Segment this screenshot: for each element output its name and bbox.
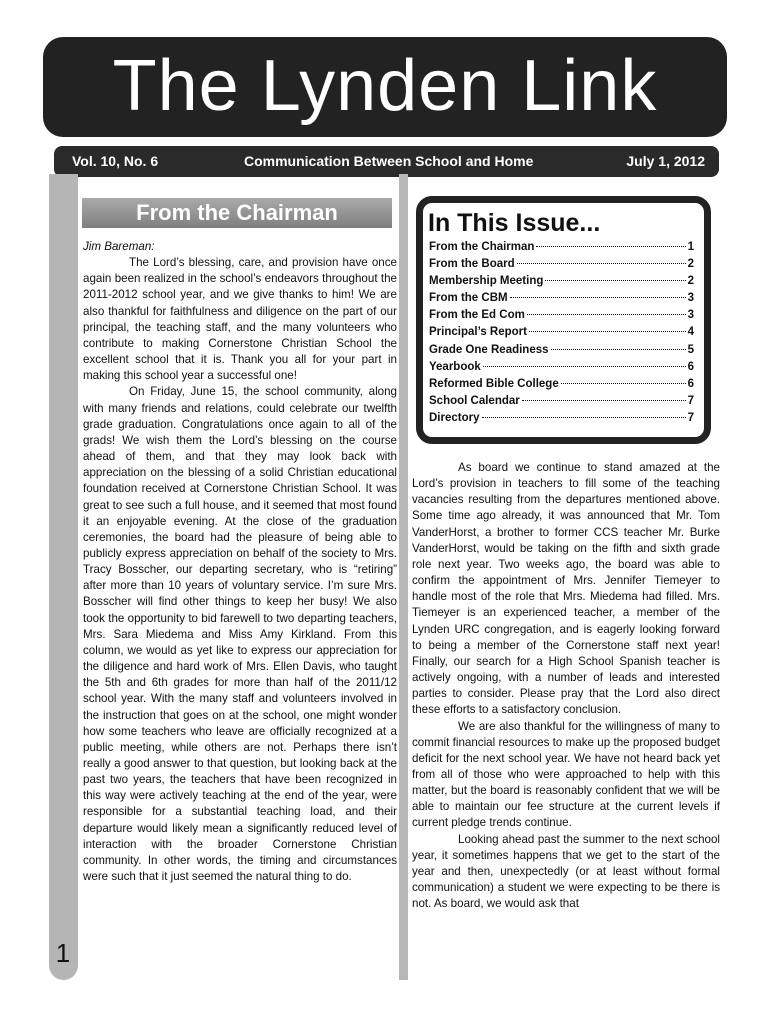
volume-number: Vol. 10, No. 6 <box>72 153 159 169</box>
toc-label: From the Board <box>429 258 515 271</box>
toc-item[interactable] <box>429 309 694 326</box>
toc-dots <box>551 349 686 350</box>
table-of-contents <box>429 241 694 429</box>
toc-page: 3 <box>687 292 694 305</box>
toc-item[interactable] <box>429 395 694 412</box>
toc-item[interactable] <box>429 275 694 292</box>
toc-dots <box>517 263 686 264</box>
article-paragraph: We are also thankful for the willingness of many to commit financial resources to make up the proposed budget deficit for the next school year. We have not heard back yet from all of those who were approached to help with this matter, but the board is reasonably confident that we will be able to maintain our fee structure at the current levels if current pledge trends continue. <box>412 719 720 830</box>
toc-item[interactable] <box>429 326 694 343</box>
toc-dots <box>510 297 686 298</box>
toc-label: Grade One Readiness <box>429 343 549 356</box>
article-paragraph: The Lord’s blessing, care, and provision have once again been realized in the school’s endeavors throughout the 2011-2012 school year, and we give thanks to him! We are also thankful for faithfulness and diligence on the part of our principal, the teaching staff, and the many volunteers who contribute to making Cornerstone Christian School the excellent school that it is. Thank you all for your part in making this school year a successful one! <box>83 256 397 383</box>
toc-item[interactable] <box>429 344 694 361</box>
issue-date: July 1, 2012 <box>626 153 705 169</box>
column-divider <box>399 174 408 980</box>
toc-label: School Calendar <box>429 394 520 407</box>
toc-dots <box>536 246 685 247</box>
toc-dots <box>482 417 686 418</box>
in-this-issue-heading: In This Issue... <box>428 209 601 237</box>
toc-item[interactable] <box>429 412 694 429</box>
info-bar <box>54 146 719 177</box>
article-left-column <box>83 239 397 885</box>
toc-item[interactable] <box>429 292 694 309</box>
toc-label: Directory <box>429 411 480 424</box>
toc-label: From the CBM <box>429 292 508 305</box>
toc-item[interactable] <box>429 258 694 275</box>
toc-dots <box>522 400 686 401</box>
toc-page: 6 <box>687 360 694 373</box>
toc-page: 7 <box>687 411 694 424</box>
article-paragraph: Looking ahead past the summer to the next school year, it sometimes happens that we get to the start of the year and then, unexpectedly (or at least without formal communication) a student we were expecting to be there is not. As board, we would ask that <box>412 832 720 911</box>
toc-page: 2 <box>687 275 694 288</box>
article-right-column <box>412 460 720 912</box>
toc-dots <box>561 383 686 384</box>
toc-page: 1 <box>687 241 694 253</box>
toc-dots <box>527 314 686 315</box>
toc-label: Reformed Bible College <box>429 377 559 390</box>
toc-label: From the Ed Com <box>429 309 525 322</box>
toc-page: 3 <box>687 309 694 322</box>
toc-page: 4 <box>687 326 694 339</box>
toc-item[interactable] <box>429 361 694 378</box>
toc-label: Principal’s Report <box>429 326 527 339</box>
newsletter-title: The Lynden Link <box>112 46 658 126</box>
left-rail <box>49 174 78 980</box>
section-title: From the Chairman <box>82 198 392 228</box>
toc-page: 7 <box>687 394 694 407</box>
page-number: 1 <box>55 938 71 968</box>
toc-label: From the Chairman <box>429 241 535 253</box>
toc-page: 2 <box>687 258 694 271</box>
toc-label: Yearbook <box>429 360 481 373</box>
toc-dots <box>545 280 685 281</box>
toc-item[interactable] <box>429 241 694 258</box>
masthead <box>43 37 727 137</box>
toc-page: 6 <box>687 377 694 390</box>
article-paragraph: As board we continue to stand amazed at the Lord’s provision in teachers to fill some of the teaching vacancies resulting from the departures mentioned above. Some time ago already, it was announced that Mr. Tom VanderHorst, a brother to former CCS teacher Mr. Burke VanderHorst, would be taking on the fifth and sixth grade role next year. Two weeks ago, the board was able to confirm the appointment of Mrs. Jennifer Tiemeyer to handle most of the role that Mrs. Miedema had filled. Mrs. Tiemeyer is an experienced teacher, a member of the Lynden URC congregation, and is eagerly looking forward to being a member of the Cornerstone staff next year! Finally, our search for a High School Spanish teacher is actively ongoing, with a number of leads and interested parties to consider. Please pray that the Lord also direct these efforts to a satisfactory conclusion. <box>412 461 720 717</box>
article-paragraph: On Friday, June 15, the school community, along with many friends and relations, could celebrate our twelfth grade graduation. Congratulations once again to all of the grads! We wish them the Lord’s blessing on the course ahead of them, and that they may look back with appreciation on the blessing of a solid Christian educational foundation received at Cornerstone Christian School. It was great to see such a full house, and it seemed that most found it an enjoyable evening. At the close of the graduation ceremonies, the board had the pleasure of being able to publicly express appreciation on behalf of the society to Mrs. Tracy Bosscher, our departing secretary, who is “retiring” after more than 10 years of voluntary service. I’m sure Mrs. Bosscher will find other things to keep her busy! We also took the opportunity to bid farewell to two departing teachers, Mrs. Sara Miedema and Miss Amy Kirkland. From this column, we would as yet like to express our appreciation for the diligence and hard work of Mrs. Ellen Davis, who taught the 5th and 6th grades for more than half of the 2011/12 school year. With the many staff and volunteers involved in the instruction that goes on at the school, one might wonder how some teachers who leave are officially recognized at a public meeting, while others are not. Perhaps there isn’t really a good answer to that question, but looking back at the past two years, the teachers that have been recognized in this way were actively teaching at the end of the year, were responsible for a substantial teaching load, and their departure would likely mean a significantly reduced level of interaction with the broader Cornerstone Christian community. In other words, the timing and circumstances were such that it just seemed the natural thing to do. <box>83 385 397 884</box>
in-this-issue-box <box>416 196 711 444</box>
tagline: Communication Between School and Home <box>244 153 534 169</box>
toc-page: 5 <box>687 343 694 356</box>
toc-dots <box>529 331 686 332</box>
toc-dots <box>483 366 686 367</box>
toc-item[interactable] <box>429 378 694 395</box>
toc-label: Membership Meeting <box>429 275 544 288</box>
article-author: Jim Bareman: <box>83 240 155 253</box>
